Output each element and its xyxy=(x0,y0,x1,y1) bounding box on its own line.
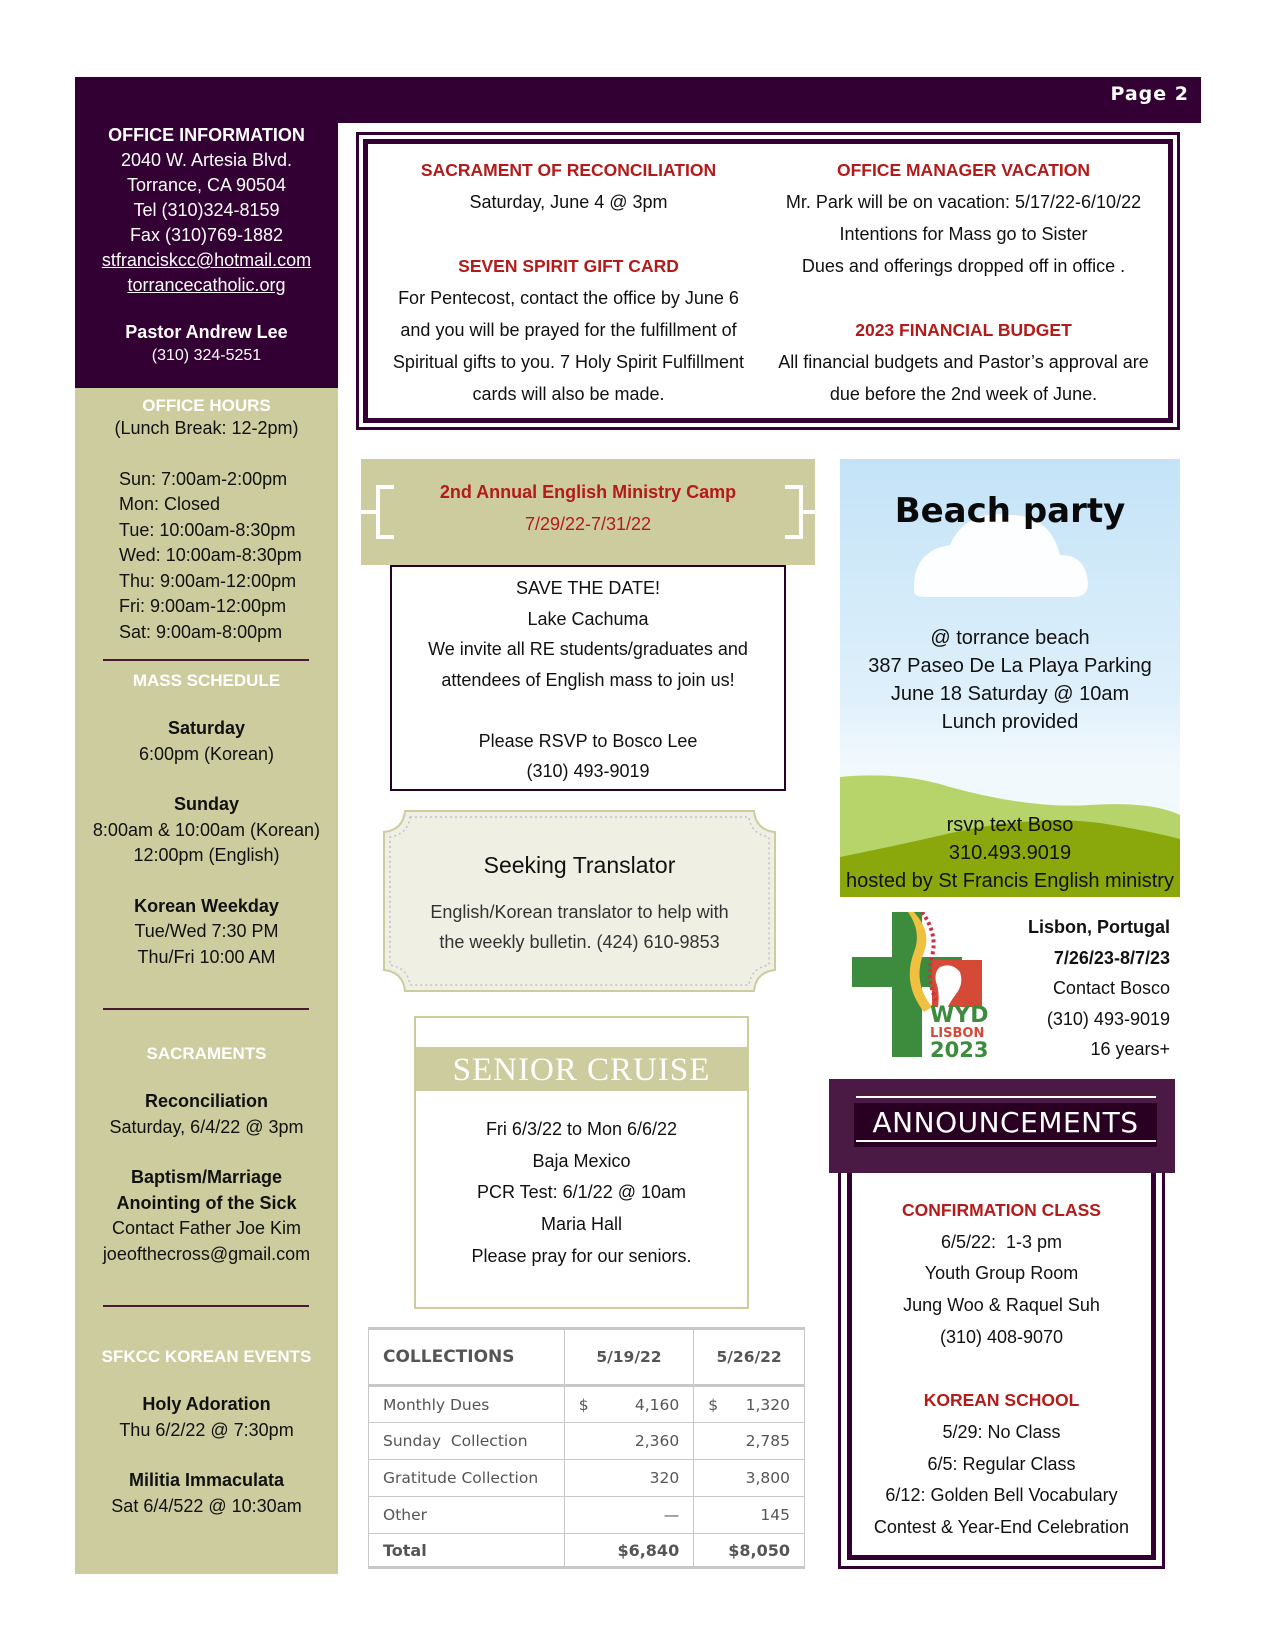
hours-fri: Fri: 9:00am-12:00pm xyxy=(119,596,287,616)
cruise-line: Fri 6/3/22 to Mon 6/6/22 xyxy=(485,1119,678,1139)
camp-line: attendees of English mass to join us! xyxy=(441,669,735,690)
baptism-label: Baptism/Marriage xyxy=(130,1167,283,1187)
reconciliation-text: Saturday, June 4 @ 3pm xyxy=(469,192,668,212)
hours-sun: Sun: 7:00am-2:00pm xyxy=(119,468,288,489)
hours-mon: Mon: Closed xyxy=(119,494,221,514)
wyd-info xyxy=(990,912,1170,1065)
cruise-line: Please pray for our seniors. xyxy=(471,1245,692,1266)
sacraments-title: SACRAMENTS xyxy=(146,1044,267,1063)
row-label: Gratitude Collection xyxy=(369,1460,565,1497)
confirmation-line: Jung Woo & Raquel Suh xyxy=(903,1295,1100,1316)
mass-sunday-time-1: 8:00am & 10:00am (Korean) xyxy=(92,819,321,840)
beach-line: June 18 Saturday @ 10am xyxy=(890,683,1130,705)
office-tel: Tel (310)324-8159 xyxy=(133,200,280,220)
translator-notice xyxy=(383,810,776,992)
announcements-header xyxy=(829,1079,1175,1173)
gift-card-heading: SEVEN SPIRIT GIFT CARD xyxy=(458,256,679,276)
vacation-line: Dues and offerings dropped off in office . xyxy=(801,256,1126,276)
adoration-time: Thu 6/2/22 @ 7:30pm xyxy=(119,1419,294,1440)
table-row xyxy=(369,1386,805,1423)
currency-symbol: $ xyxy=(578,1395,589,1414)
vacation-heading: OFFICE MANAGER VACATION xyxy=(836,160,1091,180)
beach-rsvp-line: hosted by St Francis English ministry xyxy=(846,870,1174,892)
beach-line: @ torrance beach xyxy=(930,627,1090,649)
decorative-line xyxy=(856,1096,1156,1098)
camp-line: (310) 493-9019 xyxy=(526,761,650,781)
translator-line: the weekly bulletin. (424) 610-9853 xyxy=(439,932,720,952)
sidebar-office-info xyxy=(75,123,338,388)
beach-line: 387 Paseo De La Playa Parking xyxy=(868,655,1152,677)
vacation-line: Mr. Park will be on vacation: 5/17/22-6/10/22 xyxy=(785,192,1142,212)
cruise-title: SENIOR CRUISE xyxy=(416,1047,747,1091)
hours-wed: Wed: 10:00am-8:30pm xyxy=(119,545,302,565)
beach-rsvp-line: 310.493.9019 xyxy=(948,842,1072,864)
school-line: 6/12: Golden Bell Vocabulary xyxy=(885,1485,1118,1506)
cell-value: 145 xyxy=(694,1497,805,1534)
cruise-line: Maria Hall xyxy=(540,1214,623,1235)
camp-details xyxy=(390,565,786,791)
total-value: $6,840 xyxy=(564,1534,694,1568)
confirmation-heading: CONFIRMATION CLASS xyxy=(902,1200,1101,1220)
militia-time: Sat 6/4/522 @ 10:30am xyxy=(111,1495,302,1516)
school-line: 5/29: No Class xyxy=(942,1421,1061,1442)
sidebar-schedule xyxy=(75,388,338,1574)
mass-saturday-time: 6:00pm (Korean) xyxy=(138,743,275,764)
mass-schedule-title: MASS SCHEDULE xyxy=(132,671,281,690)
announcements-title: ANNOUNCEMENTS xyxy=(872,1106,1139,1139)
korean-school-heading: KOREAN SCHOOL xyxy=(923,1390,1080,1411)
announcements-body xyxy=(838,1173,1165,1569)
reconciliation-label: Reconciliation xyxy=(144,1091,269,1111)
sacraments-email: joeofthecross@gmail.com xyxy=(102,1243,311,1264)
column-header: COLLECTIONS xyxy=(369,1329,565,1386)
adoration-label: Holy Adoration xyxy=(142,1394,271,1414)
senior-cruise-box xyxy=(414,1016,749,1309)
wyd-logo-text: WYD xyxy=(930,1003,989,1028)
reconciliation-heading: SACRAMENT OF RECONCILIATION xyxy=(420,160,717,180)
cruise-line: PCR Test: 6/1/22 @ 10am xyxy=(476,1182,687,1203)
gift-line: For Pentecost, contact the office by June 6 xyxy=(398,288,739,308)
address-line-1: 2040 W. Artesia Blvd. xyxy=(120,150,293,170)
budget-heading: 2023 FINANCIAL BUDGET xyxy=(855,320,1072,340)
confirmation-line: 6/5/22: 1-3 pm xyxy=(940,1231,1063,1252)
militia-label: Militia Immaculata xyxy=(128,1470,285,1490)
cell-value: 3,800 xyxy=(694,1460,805,1497)
office-hours-title: OFFICE HOURS xyxy=(142,396,271,415)
reconciliation-time: Saturday, 6/4/22 @ 3pm xyxy=(109,1116,304,1137)
translator-title: Seeking Translator xyxy=(483,852,676,878)
mass-sunday-label: Sunday xyxy=(173,794,239,814)
beach-line: Lunch provided xyxy=(941,711,1079,733)
camp-line xyxy=(392,695,784,726)
row-label: Monthly Dues xyxy=(369,1386,565,1423)
cell-value: — xyxy=(564,1497,694,1534)
school-line: 6/5: Regular Class xyxy=(927,1453,1076,1474)
wyd-age: 16 years+ xyxy=(1090,1039,1170,1059)
pastor-name: Pastor Andrew Lee xyxy=(125,322,288,342)
row-label: Other xyxy=(369,1497,565,1534)
beach-title: Beach party xyxy=(894,491,1126,531)
office-info-title: OFFICE INFORMATION xyxy=(108,125,305,145)
camp-line: SAVE THE DATE! xyxy=(515,578,661,598)
cell-value: 4,160 xyxy=(634,1395,680,1414)
camp-line: We invite all RE students/graduates and xyxy=(428,639,748,659)
notices-box xyxy=(356,132,1180,430)
cell-value: 2,360 xyxy=(564,1423,694,1460)
mass-saturday-label: Saturday xyxy=(167,718,246,738)
beach-party-flyer xyxy=(840,459,1180,897)
gift-line: Spiritual gifts to you. 7 Holy Spirit Fulfillment xyxy=(392,352,745,372)
table-row xyxy=(369,1423,805,1460)
address-line-2: Torrance, CA 90504 xyxy=(126,175,287,195)
budget-line: All financial budgets and Pastor’s approval are xyxy=(778,352,1149,372)
hours-sat: Sat: 9:00am-8:00pm xyxy=(119,621,283,642)
column-header: 5/19/22 xyxy=(564,1329,694,1386)
mass-weekday-label: Korean Weekday xyxy=(134,895,279,916)
total-label: Total xyxy=(369,1534,565,1568)
total-value: $8,050 xyxy=(694,1534,805,1568)
cell-value: 1,320 xyxy=(745,1395,790,1414)
hours-thu: Thu: 9:00am-12:00pm xyxy=(119,570,297,591)
header-bar xyxy=(75,77,1201,123)
anointing-label: Anointing of the Sick xyxy=(116,1192,297,1213)
row-label: Sunday Collection xyxy=(369,1423,565,1460)
column-header: 5/26/22 xyxy=(694,1329,805,1386)
sacraments-contact: Contact Father Joe Kim xyxy=(111,1218,302,1238)
wyd-logo-text: LISBON xyxy=(930,1026,985,1041)
translator-line: English/Korean translator to help with xyxy=(430,902,729,922)
mass-weekday-time-2: Thu/Fri 10:00 AM xyxy=(137,946,276,967)
hours-tue: Tue: 10:00am-8:30pm xyxy=(119,519,296,540)
decorative-line xyxy=(856,1140,1156,1142)
wyd-logo xyxy=(852,912,1002,1062)
confirmation-line: (310) 408-9070 xyxy=(939,1326,1064,1347)
camp-dates: 7/29/22-7/31/22 xyxy=(524,514,652,534)
table-total-row xyxy=(369,1534,805,1568)
pastor-phone: (310) 324-5251 xyxy=(151,347,262,364)
wyd-logo-text: 2023 xyxy=(930,1038,989,1062)
page-number: Page 2 xyxy=(1110,83,1189,105)
school-line: Contest & Year-End Celebration xyxy=(873,1517,1130,1538)
camp-header xyxy=(361,459,815,565)
table-header-row xyxy=(369,1329,805,1386)
lunch-break: (Lunch Break: 12-2pm) xyxy=(114,418,299,438)
korean-events-title: SFKCC KOREAN EVENTS xyxy=(101,1347,312,1366)
office-email-link[interactable]: stfranciskcc@hotmail.com xyxy=(101,250,312,270)
camp-title: 2nd Annual English Ministry Camp xyxy=(439,482,737,502)
gift-line: and you will be prayed for the fulfillment of xyxy=(400,320,737,340)
wyd-dates: 7/26/23-8/7/23 xyxy=(1053,947,1170,968)
office-fax: Fax (310)769-1882 xyxy=(129,225,284,245)
collections-table xyxy=(368,1327,805,1569)
camp-line: Lake Cachuma xyxy=(527,608,649,629)
table-row xyxy=(369,1460,805,1497)
mass-sunday-time-2: 12:00pm (English) xyxy=(133,845,280,865)
cell-value: 320 xyxy=(564,1460,694,1497)
vacation-line: Intentions for Mass go to Sister xyxy=(839,224,1088,244)
table-row xyxy=(369,1497,805,1534)
wyd-location: Lisbon, Portugal xyxy=(1028,917,1170,937)
cruise-line: Baja Mexico xyxy=(532,1150,631,1171)
camp-line: Please RSVP to Bosco Lee xyxy=(478,730,698,751)
budget-line: due before the 2nd week of June. xyxy=(829,384,1098,404)
beach-rsvp-line: rsvp text Boso xyxy=(946,814,1074,836)
mass-weekday-time-1: Tue/Wed 7:30 PM xyxy=(134,921,279,941)
cell-value: 2,785 xyxy=(694,1423,805,1460)
currency-symbol: $ xyxy=(708,1395,719,1414)
wyd-phone: (310) 493-9019 xyxy=(1046,1008,1170,1029)
wyd-contact: Contact Bosco xyxy=(1052,978,1170,998)
website-link[interactable]: torrancecatholic.org xyxy=(127,275,286,295)
confirmation-line: Youth Group Room xyxy=(924,1263,1079,1284)
gift-line: cards will also be made. xyxy=(472,384,665,404)
